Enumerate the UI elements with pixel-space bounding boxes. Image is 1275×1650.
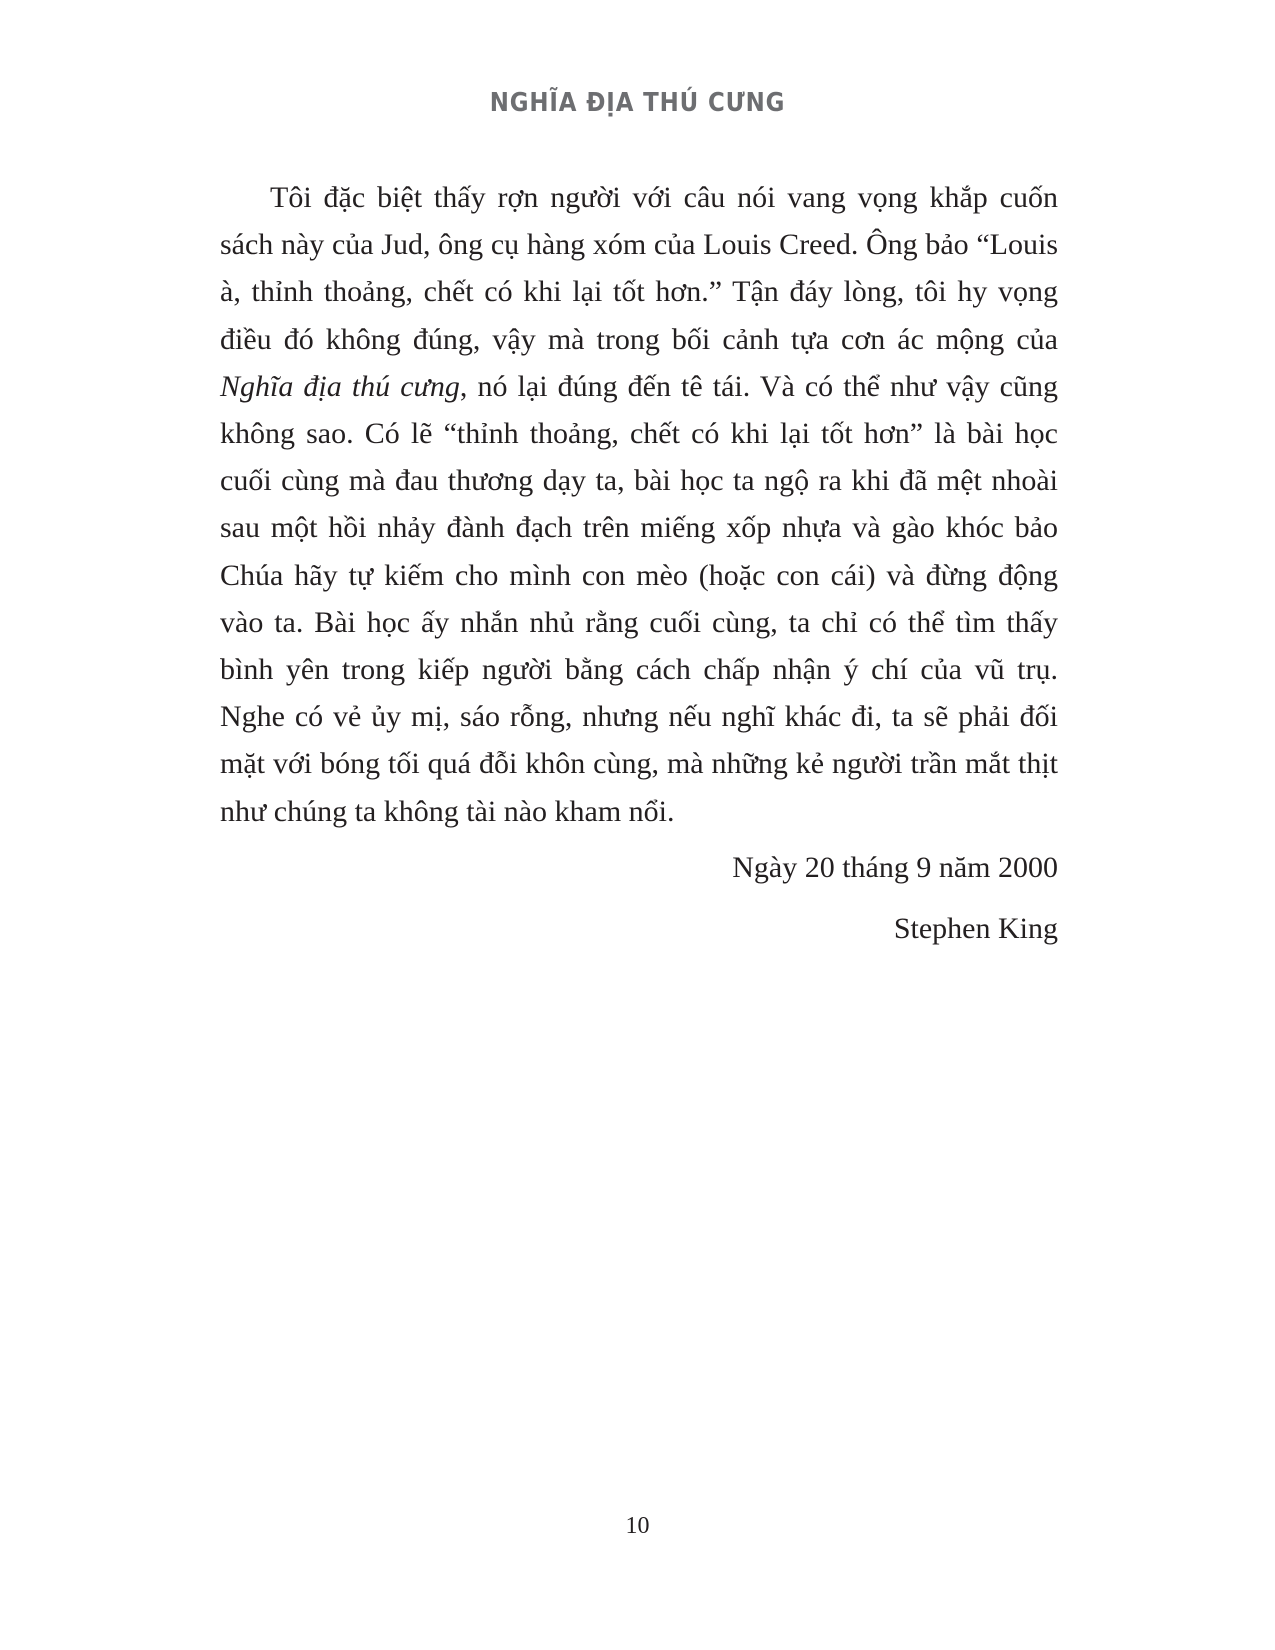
body-text-segment-2: , nó lại đúng đến tê tái. Và có thể như vậy cũng không sao. Có lẽ “thỉnh thoảng, chết có khi lại tốt hơn” là bài học cuối cùng mà đau thương dạy ta, bài học ta ngộ ra khi đã mệt nhoài sau một hồi nhảy đành đạch trên miếng xốp nhựa và gào khóc bảo Chúa hãy tự kiếm cho mình con mèo (hoặc con cái) và đừng động vào ta. Bài học ấy nhắn nhủ rằng cuối cùng, ta chỉ có thể tìm thấy bình yên trong kiếp người bằng cách chấp nhận ý chí của vũ trụ. Nghe có vẻ ủy mị, sáo rỗng, nhưng nếu nghĩ khác đi, ta sẽ phải đối mặt với bóng tối quá đỗi khôn cùng, mà những kẻ người trần mắt thịt như chúng ta không tài nào kham nổi. <box>220 369 1058 828</box>
body-paragraph <box>220 174 1058 835</box>
signature-date: Ngày 20 tháng 9 năm 2000 <box>732 851 1058 884</box>
book-title-italic: Nghĩa địa thú cưng <box>220 369 460 403</box>
body-text-segment-1: Tôi đặc biệt thấy rợn người với câu nói vang vọng khắp cuốn sách này của Jud, ông cụ hàng xóm của Louis Creed. Ông bảo “Louis à, thỉnh thoảng, chết có khi lại tốt hơn.” Tận đáy lòng, tôi hy vọng điều đó không đúng, vậy mà trong bối cảnh tựa cơn ác mộng của <box>220 181 1058 356</box>
running-header-title: NGHĨA ĐỊA THÚ CƯNG <box>489 88 786 118</box>
page-number: 10 <box>625 1513 650 1539</box>
signature-author: Stephen King <box>893 912 1058 945</box>
